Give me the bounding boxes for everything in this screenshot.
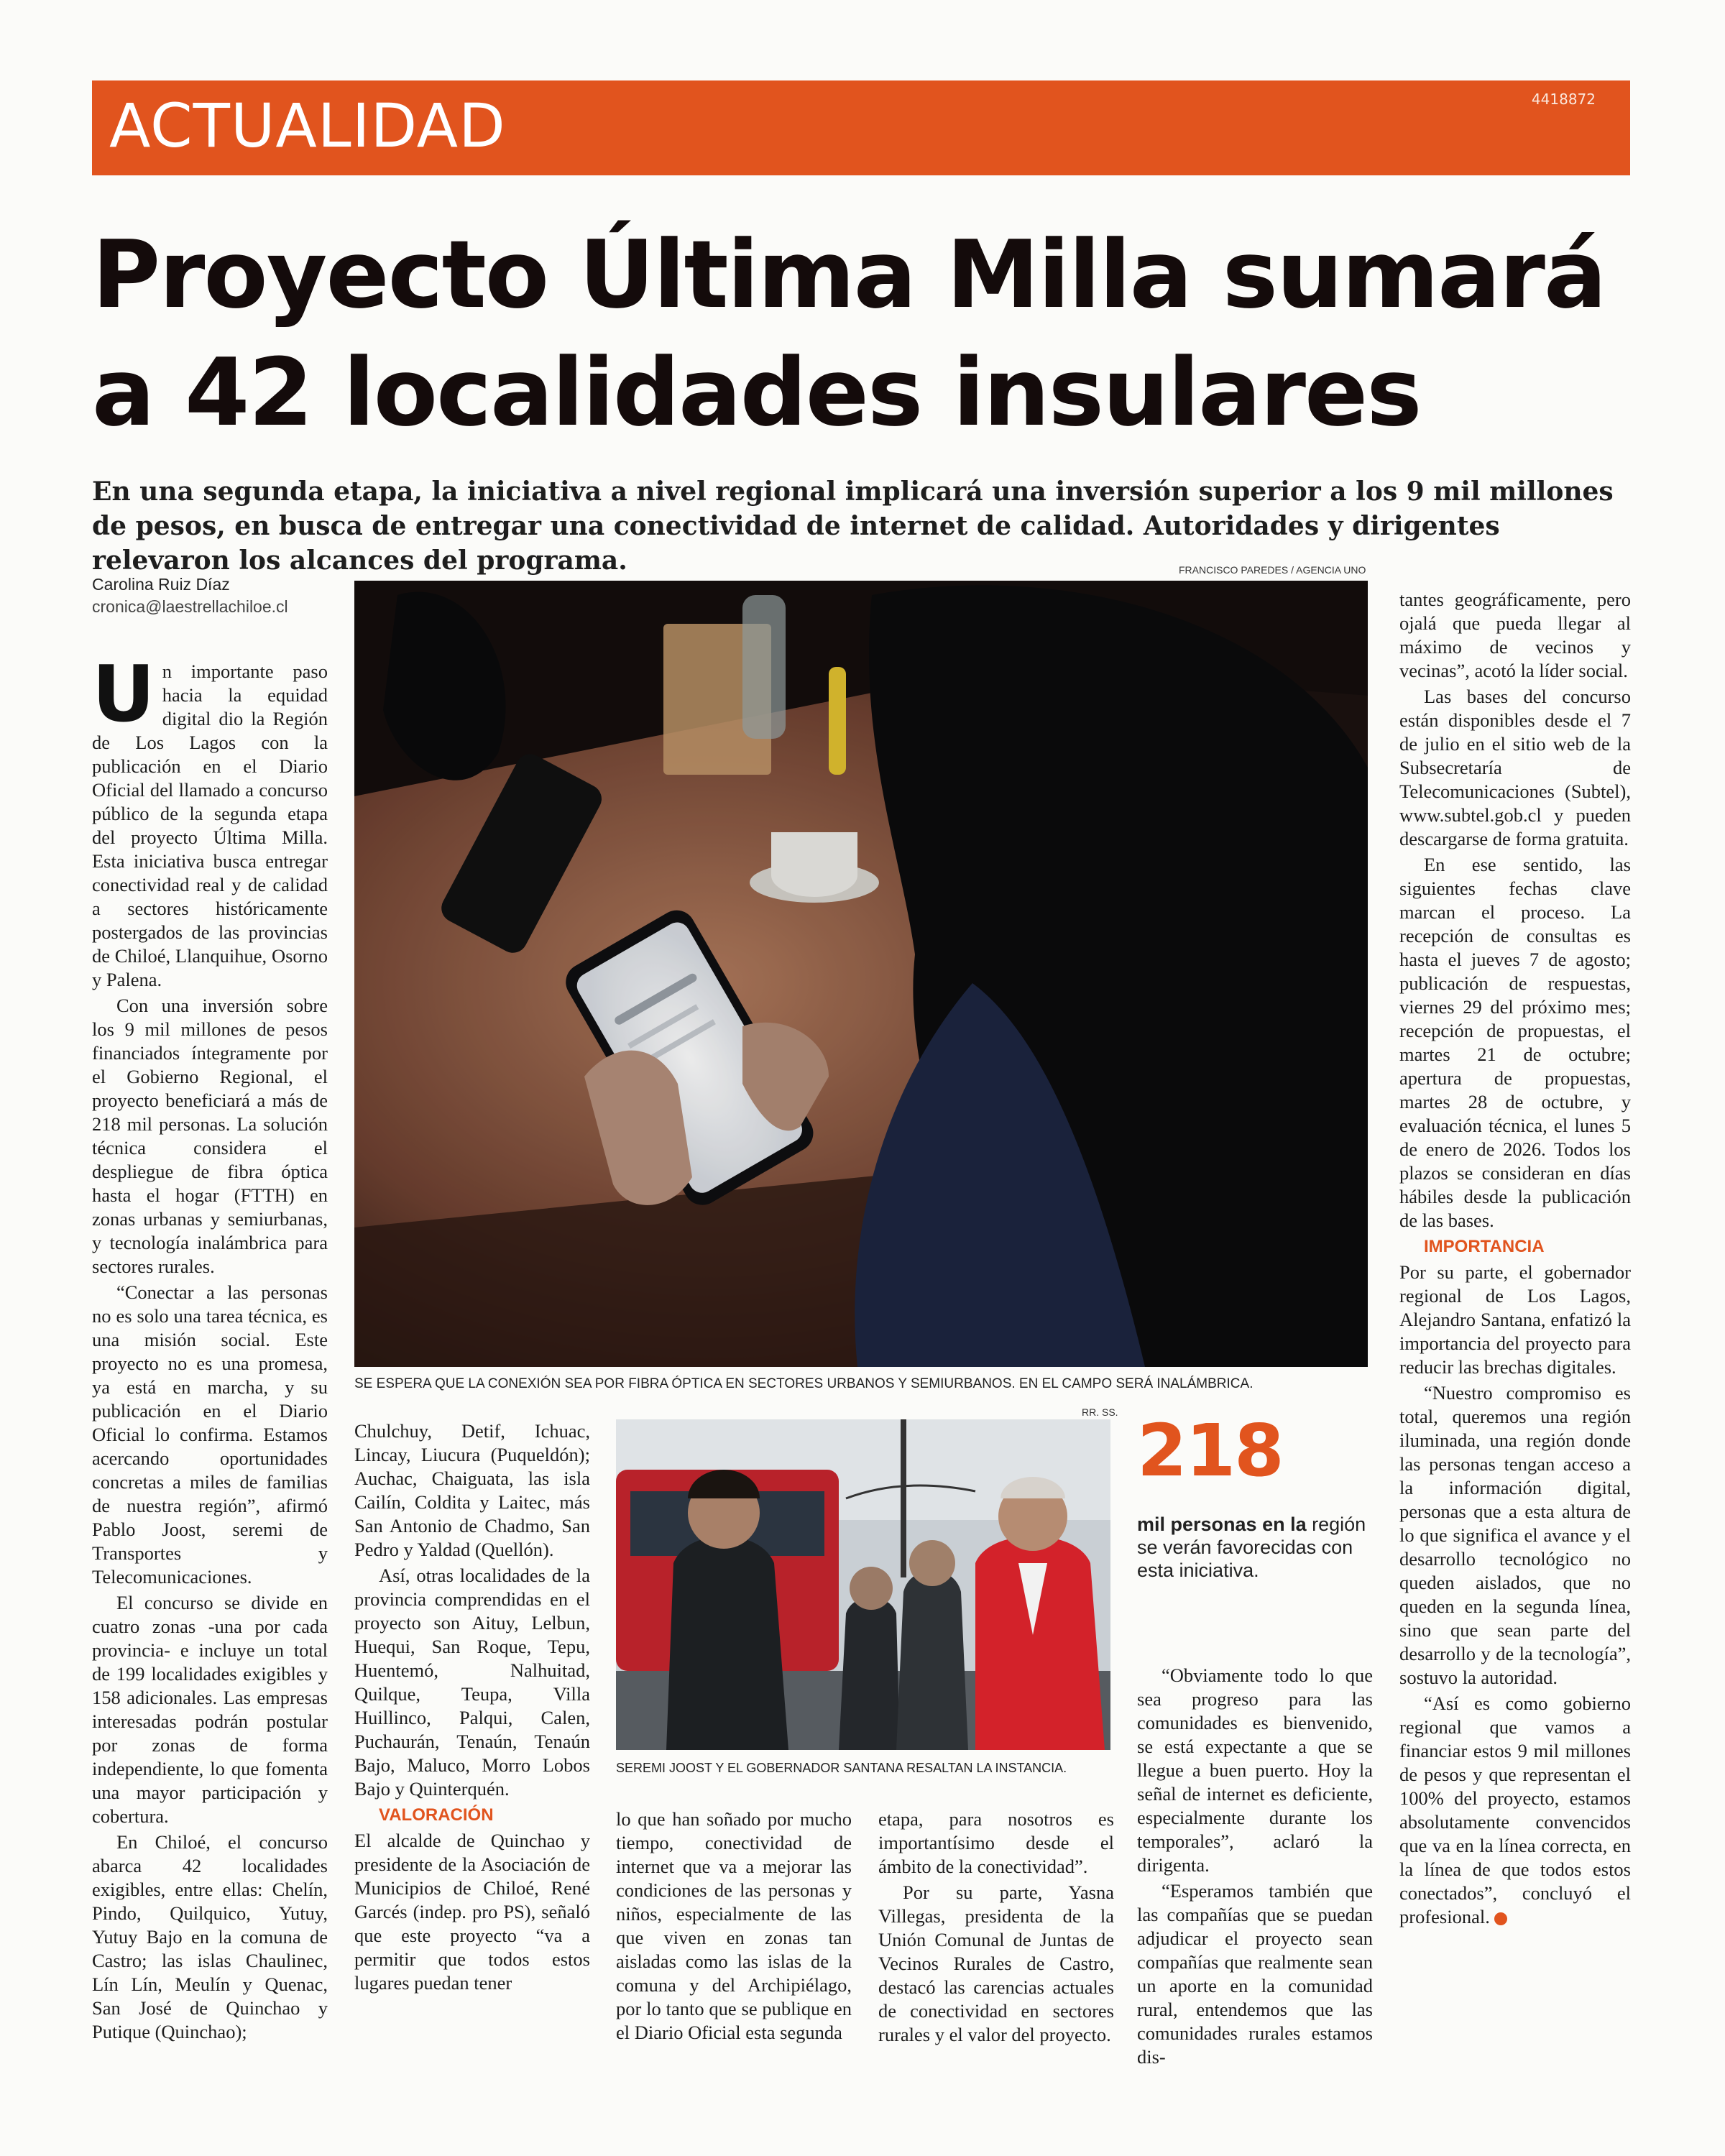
paragraph: “Nuestro compromiso es total, queremos una región iluminada, una región donde las personas tengan acceso a la información digital, personas que a esta altura de lo que significa el avance y el desarrollo tecnológico no queden aislados, que no queden en la segunda línea, sino que sean parte del desarrollo y de la tecnología”, sostuvo la autoridad.: [1399, 1382, 1631, 1688]
section-bar: [92, 80, 1630, 175]
main-photo-caption: SE ESPERA QUE LA CONEXIÓN SEA POR FIBRA ÓPTICA EN SECTORES URBANOS Y SEMIURBANOS. EN EL CAMPO SERÁ INALÁMBRICA.: [354, 1376, 1254, 1391]
paragraph: Las bases del concurso están disponibles desde el 7 de julio en el sitio web de la Subsecretaría de Telecomunicaciones (Subtel), www.subtel.gob.cl y pueden descargarse de forma gratuita.: [1399, 686, 1631, 849]
paragraph: “Esperamos también que las compañías que se puedan adjudicar el proyecto sean compañías que realmente sean un aporte en la comunidad rural, entendemos que las comunidades rurales estamos dis-: [1137, 1880, 1373, 2068]
paragraph: Con una inversión sobre los 9 mil millones de pesos financiados íntegramente por el Gobierno Regional, el proyecto beneficiará a más de 218 mil personas. La solución técnica considera el despliegue de fibra óptica hasta el hogar (FTTH) en zonas urbanas y semiurbanas, y tecnología inalámbrica para sectores rurales.: [92, 995, 328, 1277]
author-name: Carolina Ruiz Díaz: [92, 575, 230, 594]
section-label: ACTUALIDAD: [109, 91, 506, 161]
edition-code: 4418872: [1531, 91, 1596, 108]
paragraph: En ese sentido, las siguientes fechas clave marcan el proceso. La recepción de consultas es hasta el jueves 7 de agosto; publicación de respuestas, viernes 29 del próximo mes; recepción de propuestas, el martes 21 de octubre; apertura de propuestas, martes 28 de octubre, y evaluación técnica, el lunes 5 de enero de 2026. Todos los plazos se consideran en días hábiles desde la publicación de las bases.: [1399, 854, 1631, 1231]
paragraph: Un importante paso hacia la equidad digital dio la Región de Los Lagos con la publicación en el Diario Oficial del llamado a concurso público de la segunda etapa del proyecto Última Milla. Esta iniciativa busca entregar conectividad real y de calidad a sectores históricamente postergados de las provincias de Chiloé, Llanquihue, Osorno y Palena.: [92, 650, 328, 990]
paragraph: Chulchuy, Detif, Ichuac, Lincay, Liucura (Puqueldón); Auchac, Chaiguata, las isla Cailín, Coldita y Laitec, más San Antonio de Chadmo, San Pedro y Yaldad (Quellón).: [354, 1420, 590, 1560]
paragraph: lo que han soñado por mucho tiempo, conectividad de internet que va a mejorar las condiciones de las personas y niños, especialmente de las que viven en zonas tan aisladas como las islas de la comuna y del Archipiélago, por lo tanto que se publique en el Diario Oficial esta segunda: [616, 1808, 852, 2043]
paragraph: El alcalde de Quinchao y presidente de la Asociación de Municipios de Chiloé, René Garcés (indep. pro PS), señaló que este proyecto “va a permitir que todos estos lugares puedan tener: [354, 1830, 590, 1994]
article-column-4: [878, 1807, 1114, 2049]
stat-text: [1137, 1513, 1374, 1582]
end-mark-icon: [1494, 1912, 1507, 1925]
second-photo: [616, 1419, 1110, 1750]
article-column-5: [1137, 1664, 1373, 2071]
headline: Proyecto Última Milla sumará a 42 localidades insulares: [92, 220, 1606, 447]
second-photo-caption: SEREMI JOOST Y EL GOBERNADOR SANTANA RESALTAN LA INSTANCIA.: [616, 1761, 1067, 1775]
stat-number: 218: [1137, 1409, 1283, 1493]
main-photo-credit: FRANCISCO PAREDES / AGENCIA UNO: [1179, 564, 1366, 576]
paragraph: Por su parte, Yasna Villegas, presidenta de la Unión Comunal de Juntas de Vecinos Rurales de Castro, destacó las carencias actuales de conectividad en sectores rurales y el valor del proyecto.: [878, 1881, 1114, 2045]
paragraph: Por su parte, el gobernador regional de Los Lagos, Alejandro Santana, enfatizó la importancia del proyecto para reducir las brechas digitales.: [1399, 1261, 1631, 1378]
paragraph: En Chiloé, el concurso abarca 42 localidades exigibles, entre ellas: Chelín, Pindo, Quilquico, Yutuy, Yutuy Bajo en la comuna de Castro; las islas Chaulinec, Lín Lín, Meulín y Quenac, San José de Quinchao y Putique (Quinchao);: [92, 1831, 328, 2042]
article-column-2: [354, 1419, 590, 1997]
paragraph: tantes geográficamente, pero ojalá que pueda llegar al máximo de vecinos y vecinas”, acotó la líder social.: [1399, 589, 1631, 681]
article-column-1: [92, 650, 328, 2046]
second-photo-credit: RR. SS.: [1082, 1406, 1118, 1418]
author-email: cronica@laestrellachiloe.cl: [92, 597, 288, 616]
stat-text-rest: región se verán favorecidas con esta iniciativa.: [1137, 1514, 1366, 1581]
article-column-6: [1399, 588, 1631, 1931]
paragraph: “Obviamente todo lo que sea progreso para las comunidades es bienvenido, se está expectante a que se llegue a buen puerto. Hoy la señal de internet es deficiente, especialmente durante los temporales”, aclaró la dirigenta.: [1137, 1664, 1373, 1876]
paragraph: “Conectar a las personas no es solo una tarea técnica, es una misión social. Este proyecto no es una promesa, ya está en marcha, y su publicación en el Diario Oficial lo confirma. Estamos acercando oportunidades concretas a miles de familias de nuestra región”, afirmó Pablo Joost, seremi de Transportes y Telecomunicaciones.: [92, 1281, 328, 1588]
paragraph: El concurso se divide en cuatro zonas -una por cada provincia- e incluye un total de 199 localidades exigibles y 158 adicionales. Las empresas interesadas podrán postular por zonas de forma independiente, lo que fomenta una mayor participación y cobertura.: [92, 1592, 328, 1827]
paragraph: Así, otras localidades de la provincia comprendidas en el proyecto son Aituy, Lelbun, Huequi, San Roque, Tepu, Huentemó, Nalhuitad, Quilque, Teupa, Villa Huillinco, Palqui, Calen, Puchaurán, Tenaún, Tenaún Bajo, Maluco, Morro Lobos Bajo y Quinterquén.: [354, 1565, 590, 1800]
paragraph: “Así es como gobierno regional que vamos a financiar estos 9 mil millones de pesos y que representan el 100% del proyecto, estamos absolutamente convencidos que va en la línea correcta, en la línea de que todos estos conectados”, concluyó el profesional.: [1399, 1692, 1631, 1927]
stat-text-bold: mil personas en la: [1137, 1514, 1307, 1535]
main-photo-illustration: [354, 581, 1368, 1367]
main-photo: [354, 581, 1368, 1367]
deck: En una segunda etapa, la iniciativa a nivel regional implicará una inversión superior a los 9 mil millones de pesos, en busca de entregar una conectividad de internet de calidad. Autoridades y dirigentes relevaron los alcances del programa.: [92, 476, 1614, 576]
drop-cap: U: [92, 650, 155, 740]
paragraph: etapa, para nosotros es importantísimo desde el ámbito de la conectividad”.: [878, 1808, 1114, 1877]
article-column-3: [616, 1807, 852, 2047]
subhead-valoracion: VALORACIÓN: [379, 1805, 494, 1825]
subhead-importancia: IMPORTANCIA: [1424, 1237, 1545, 1256]
second-photo-illustration: [616, 1419, 1110, 1750]
